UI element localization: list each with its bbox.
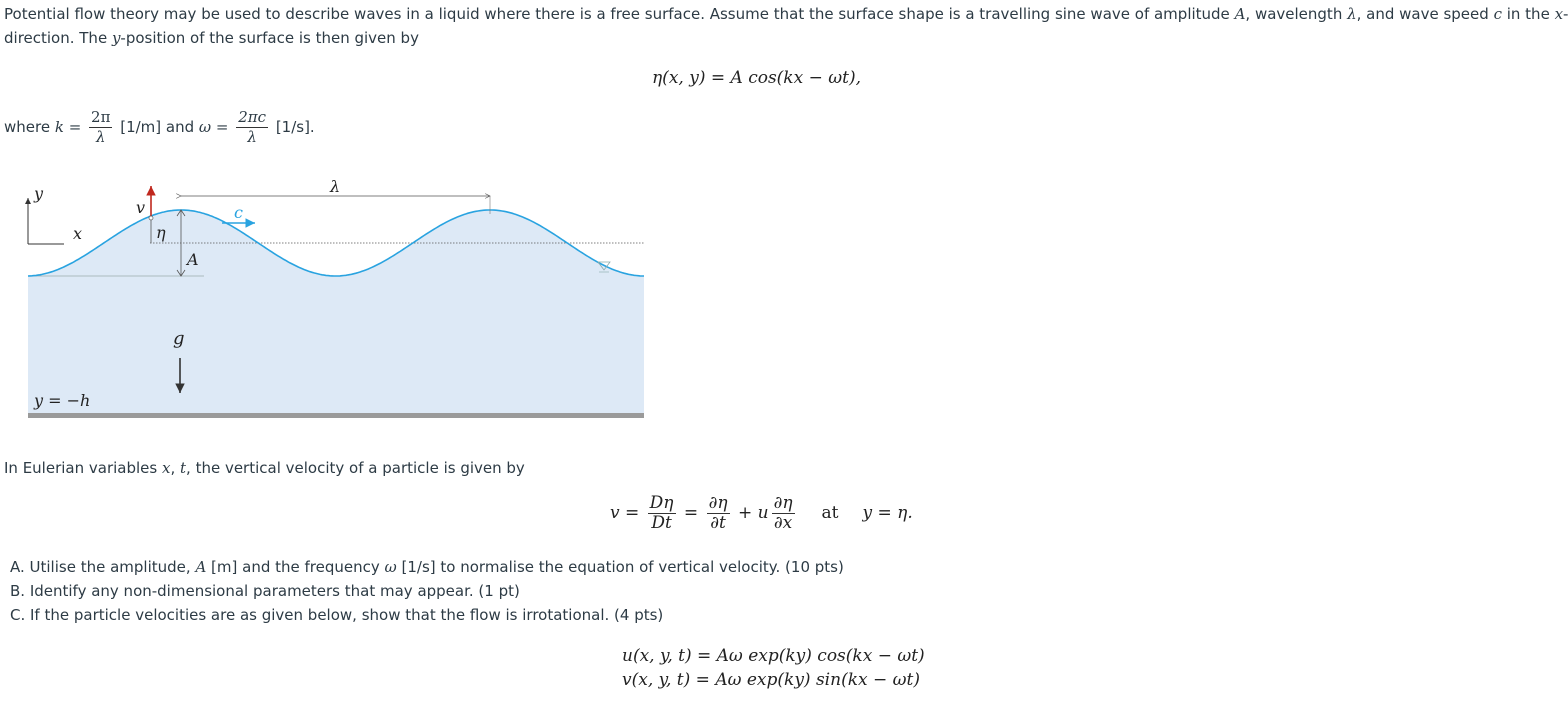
bottom-depth-label: y = −h <box>34 391 91 410</box>
amplitude-label: A <box>187 250 199 269</box>
time-derivative-fraction: $\frac{\partial\eta}{\partial t}$ <box>708 493 728 533</box>
k-fraction: $\frac{2\pi}{\lambda}$ <box>91 108 111 146</box>
question-a: A. Utilise the amplitude, A [m] and the frequency ω [1/s] to normalise the equation of vertical velocity. (10 pts) <box>10 558 844 576</box>
u-equation: u(x, y, t) = Aω exp(ky) cos(kx − ωt) <box>622 646 925 666</box>
wave-diagram <box>0 168 660 428</box>
gravity-label: g <box>173 328 185 349</box>
velocity-equation: v = $\frac{D\eta}{Dt}$ = $\frac{\partial\eta}{\partial t}$ + u $\frac{\partial\eta}{\partial x}$ at y = η. <box>610 493 913 533</box>
x-axis-label: x <box>73 224 83 243</box>
intro-line-1: Potential flow theory may be used to describe waves in a liquid where there is a free surface. Assume that the surface shape is a travelling sine wave of amplitude A, wavelength λ, and wave speed c in the x- <box>4 5 1568 23</box>
eta-label: η <box>156 223 166 242</box>
water-body <box>28 210 644 414</box>
y-axis-label: y <box>34 184 44 203</box>
eulerian-sentence: In Eulerian variables x, t, the vertical velocity of a particle is given by <box>4 459 525 477</box>
channel-bottom <box>28 413 644 418</box>
question-c: C. If the particle velocities are as given below, show that the flow is irrotational. (4 pts) <box>10 606 664 624</box>
wavelength-label: λ <box>330 177 341 196</box>
velocity-label: v <box>136 198 146 217</box>
intro-line-2: direction. The y-position of the surface is then given by <box>4 29 419 47</box>
v-equation: v(x, y, t) = Aω exp(ky) sin(kx − ωt) <box>622 670 920 690</box>
particle-dot <box>149 216 153 220</box>
wave-speed-label: c <box>234 203 243 222</box>
question-b: B. Identify any non-dimensional parameters that may appear. (1 pt) <box>10 582 520 600</box>
surface-equation: η(x, y) = A cos(kx − ωt), <box>652 68 861 88</box>
velocity-field-equations <box>622 644 925 692</box>
space-derivative-fraction: $\frac{\partial\eta}{\partial x}$ <box>773 493 793 533</box>
wavenumber-definition: where k = $\frac{2\pi}{\lambda}$ [1/m] and ω = $\frac{2\pi c}{\lambda}$ [1/s]. <box>4 108 315 146</box>
omega-fraction: $\frac{2\pi c}{\lambda}$ <box>238 108 267 146</box>
material-derivative-fraction: $\frac{D\eta}{Dt}$ <box>649 493 674 533</box>
